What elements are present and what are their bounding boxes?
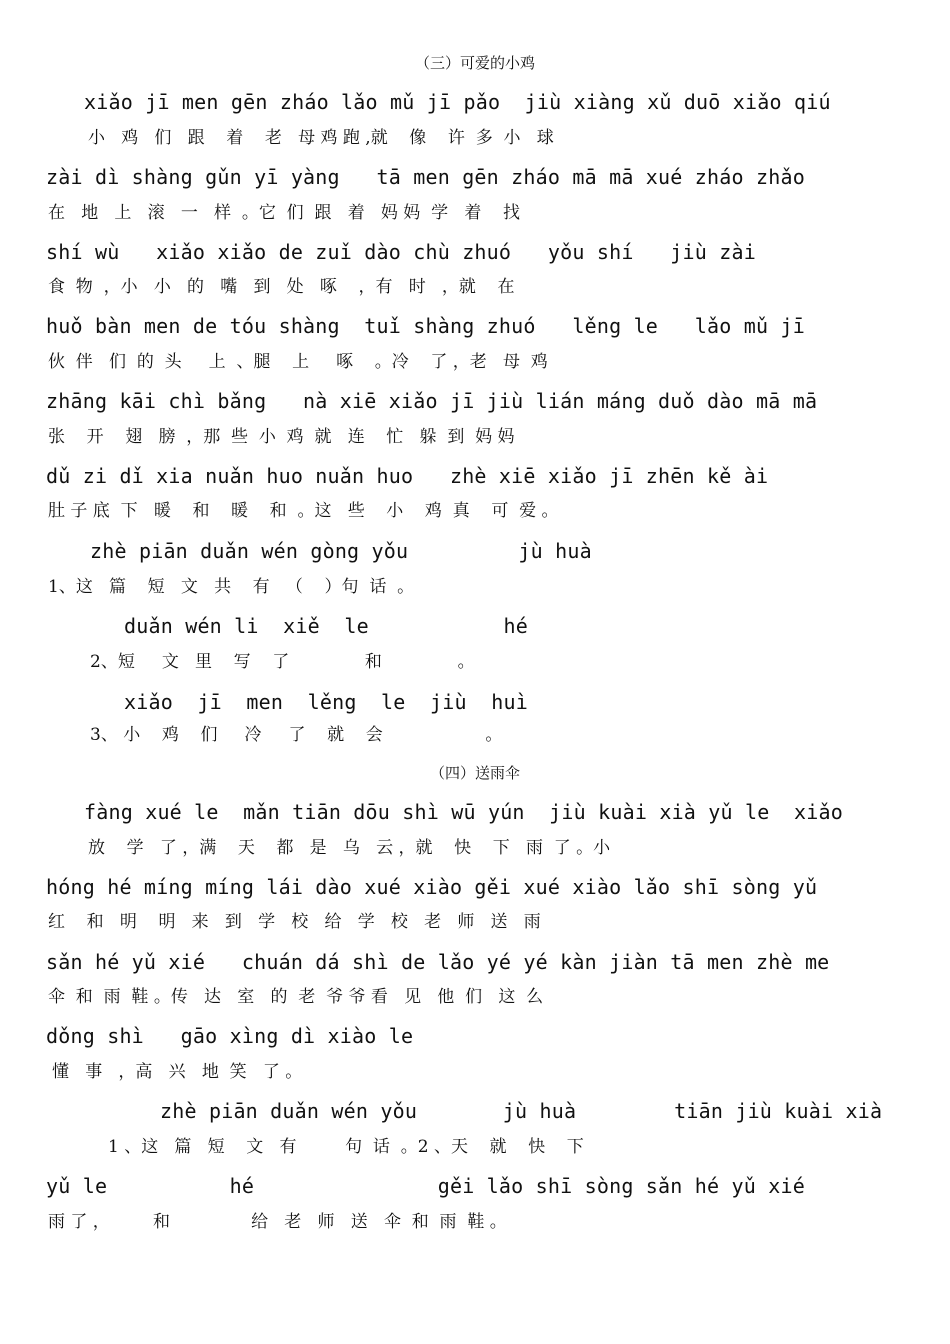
pinyin-line: xiǎo jī men gēn zháo lǎo mǔ jī pǎo jiù xiàng xǔ duō xiǎo qiú [84,90,831,114]
question-text: 雨 了 ， 和 给 老 师 送 伞 和 雨 鞋 。 [48,1212,507,1232]
pinyin-line: dǒng shì gāo xìng dì xiào le [46,1024,414,1048]
hanzi-line: 食 物 ，小 小 的 嘴 到 处 啄 ，有 时 ，就 在 [48,277,515,297]
section-title: （四）送雨伞 [429,764,520,782]
question-text: 1 、这 篇 短 文 有 句 话 。2 、天 就 快 下 [108,1137,584,1157]
pinyin-line: hóng hé míng míng lái dào xué xiào gěi xué xiào lǎo shī sòng yǔ [46,875,818,899]
pinyin-line: zhāng kāi chì bǎng nà xiē xiǎo jī jiù lián máng duǒ dào mā mā [46,389,818,413]
question-pinyin: yǔ le hé gěi lǎo shī sòng sǎn hé yǔ xié [46,1174,805,1198]
hanzi-line: 伞 和 雨 鞋 。传 达 室 的 老 爷 爷 看 见 他 们 这 么 [48,987,544,1007]
question-pinyin: zhè piān duǎn wén gòng yǒu jù huà [90,539,592,563]
hanzi-line: 小 鸡 们 跟 着 老 母 鸡 跑 ,就 像 许 多 小 球 [88,128,554,148]
question-text: 3、 小 鸡 们 冷 了 就 会 。 [90,725,503,745]
pinyin-line: shí wù xiǎo xiǎo de zuǐ dào chù zhuó yǒu shí jiù zài [46,240,756,264]
question-pinyin: xiǎo jī men lěng le jiù huì [124,690,528,714]
pinyin-line: fàng xué le mǎn tiān dōu shì wū yún jiù kuài xià yǔ le xiǎo [84,800,843,824]
section-title: （三）可爱的小鸡 [414,54,535,72]
hanzi-line: 红 和 明 明 来 到 学 校 给 学 校 老 师 送 雨 [48,912,541,932]
pinyin-line: dǔ zi dǐ xia nuǎn huo nuǎn huo zhè xiē xiǎo jī zhēn kě ài [46,464,769,488]
question-text: 2、短 文 里 写 了 和 。 [90,652,475,672]
hanzi-line: 懂 事 ，高 兴 地 笑 了 。 [52,1062,303,1082]
pinyin-line: zài dì shàng gǔn yī yàng tā men gēn zháo mā mā xué zháo zhǎo [46,165,805,189]
question-pinyin: zhè piān duǎn wén yǒu jù huà tiān jiù kuài xià [160,1099,883,1123]
pinyin-line: huǒ bàn men de tóu shàng tuǐ shàng zhuó lěng le lǎo mǔ jī [46,314,805,338]
hanzi-line: 肚 子 底 下 暖 和 暖 和 。这 些 小 鸡 真 可 爱 。 [48,501,559,521]
question-pinyin: duǎn wén li xiě le hé [124,614,528,638]
pinyin-line: sǎn hé yǔ xié chuán dá shì de lǎo yé yé kàn jiàn tā men zhè me [46,950,830,974]
hanzi-line: 伙 伴 们 的 头 上 、腿 上 啄 。冷 了 ，老 母 鸡 [48,352,548,372]
question-text: 1、这 篇 短 文 共 有 （ ）句 话 。 [48,577,415,597]
hanzi-line: 放 学 了 ，满 天 都 是 乌 云 ，就 快 下 雨 了 。小 [88,838,611,858]
hanzi-line: 在 地 上 滚 一 样 。它 们 跟 着 妈 妈 学 着 找 [48,203,520,223]
hanzi-line: 张 开 翅 膀 ，那 些 小 鸡 就 连 忙 躲 到 妈 妈 [48,427,515,447]
